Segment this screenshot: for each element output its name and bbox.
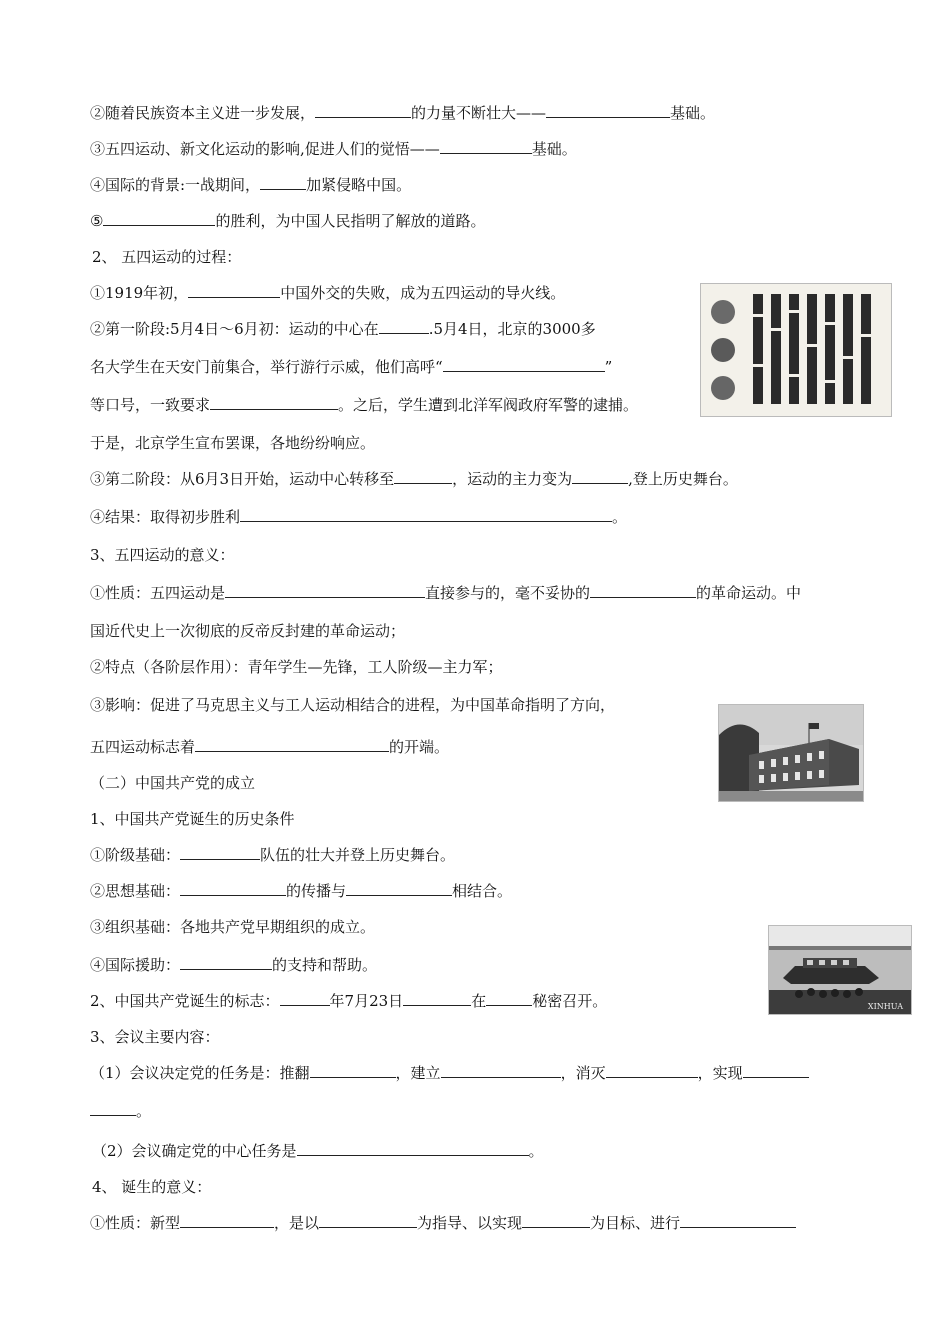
text-line xyxy=(90,991,607,1011)
line-text: ②第一阶段:5月4日～6月初：运动的中心在 xyxy=(90,320,379,338)
line-text: ②随着民族资本主义进一步发展， xyxy=(90,104,316,122)
line-text: 。之后，学生遭到北洋军阀政府军警的逮捕。 xyxy=(338,396,639,414)
line-text: 于是，北京学生宣布罢课，各地纷纷响应。 xyxy=(90,434,376,452)
boat-illustration xyxy=(769,926,911,1014)
line-text: ⑤ xyxy=(90,212,104,230)
fill-in-blank[interactable] xyxy=(240,507,612,522)
text-line xyxy=(90,283,565,303)
line-text: ，实现 xyxy=(697,1064,743,1082)
line-text: （二）中国共产党的成立 xyxy=(90,774,256,792)
line-text: 为目标、进行 xyxy=(590,1214,681,1232)
text-line xyxy=(90,657,503,677)
line-text: 2、 五四运动的过程： xyxy=(92,248,242,266)
line-text: ③组织基础：各地共产党早期组织的成立。 xyxy=(90,918,376,936)
fill-in-blank[interactable] xyxy=(188,283,280,298)
line-text: 基础。 xyxy=(670,104,716,122)
line-text: 年7月23日 xyxy=(329,992,404,1010)
text-line xyxy=(92,247,241,267)
text-line xyxy=(90,845,455,865)
line-text: 。 xyxy=(612,508,628,526)
line-text: ③影响：促进了马克思主义与工人运动相结合的进程，为中国革命指明了方向， xyxy=(90,696,616,714)
fill-in-blank[interactable] xyxy=(210,395,338,410)
fill-in-blank[interactable] xyxy=(180,881,286,896)
fill-in-blank[interactable] xyxy=(346,881,452,896)
fill-in-blank[interactable] xyxy=(522,1213,590,1228)
line-text: 。 xyxy=(528,1142,544,1160)
fill-in-blank[interactable] xyxy=(590,583,696,598)
line-text: 秘密召开。 xyxy=(532,992,608,1010)
line-text: 的力量不断壮大—— xyxy=(411,104,547,122)
text-line xyxy=(90,773,255,793)
line-text: ①性质：五四运动是 xyxy=(90,584,226,602)
text-line xyxy=(90,1027,220,1047)
fill-in-blank[interactable] xyxy=(440,139,532,154)
line-text: ，是以 xyxy=(274,1214,320,1232)
line-text: 在 xyxy=(471,992,487,1010)
fill-in-blank[interactable] xyxy=(90,1101,136,1116)
line-text: 队伍的壮大并登上历史舞台。 xyxy=(260,846,456,864)
line-text: ” xyxy=(604,358,613,376)
line-text: ①1919年初， xyxy=(90,284,189,302)
line-text: 的开端。 xyxy=(389,738,450,756)
fill-in-blank[interactable] xyxy=(572,469,628,484)
text-line xyxy=(90,881,512,901)
fill-in-blank[interactable] xyxy=(280,991,330,1006)
fill-in-blank[interactable] xyxy=(379,319,429,334)
line-text: 的传播与 xyxy=(286,882,347,900)
text-line xyxy=(90,583,801,603)
fill-in-blank[interactable] xyxy=(443,357,605,372)
fill-in-blank[interactable] xyxy=(441,1063,561,1078)
line-text: .5月4日，北京的3000多 xyxy=(428,320,596,338)
text-line xyxy=(90,545,235,565)
line-text: （2）会议确定党的中心任务是 xyxy=(92,1142,297,1160)
text-line xyxy=(90,507,627,527)
line-text: 4、 诞生的意义： xyxy=(92,1178,212,1196)
line-text: 基础。 xyxy=(531,140,577,158)
fill-in-blank[interactable] xyxy=(486,991,532,1006)
text-line xyxy=(90,621,405,641)
text-line xyxy=(90,917,375,937)
fill-in-blank[interactable] xyxy=(403,991,471,1006)
line-text: ③第二阶段：从6月3日开始，运动中心转移至 xyxy=(90,470,395,488)
line-text: ②思想基础： xyxy=(90,882,181,900)
text-line xyxy=(90,175,411,195)
fill-in-blank[interactable] xyxy=(310,1063,396,1078)
fill-in-blank[interactable] xyxy=(180,1213,274,1228)
text-line xyxy=(90,211,485,231)
fill-in-blank[interactable] xyxy=(743,1063,809,1078)
text-line xyxy=(90,955,377,975)
fill-in-blank[interactable] xyxy=(180,845,260,860)
text-line xyxy=(90,469,738,489)
newspaper-illustration xyxy=(701,284,891,416)
fill-in-blank[interactable] xyxy=(606,1063,698,1078)
line-text: 加紧侵略中国。 xyxy=(306,176,412,194)
line-text: ③五四运动、新文化运动的影响,促进人们的觉悟—— xyxy=(90,140,440,158)
fill-in-blank[interactable] xyxy=(103,211,215,226)
line-text: 3、五四运动的意义： xyxy=(90,546,235,564)
newspaper-clipping-image xyxy=(700,283,892,417)
building-illustration xyxy=(719,705,863,801)
text-line xyxy=(90,319,596,339)
text-line xyxy=(90,1063,809,1083)
text-line xyxy=(90,1101,151,1121)
line-text: 相结合。 xyxy=(452,882,513,900)
line-text: ，建立 xyxy=(395,1064,441,1082)
fill-in-blank[interactable] xyxy=(297,1141,529,1156)
text-line xyxy=(90,809,295,829)
line-text: ，运动的主力变为 xyxy=(452,470,573,488)
text-line xyxy=(90,357,612,377)
line-text: 的胜利，为中国人民指明了解放的道路。 xyxy=(215,212,486,230)
fill-in-blank[interactable] xyxy=(180,955,272,970)
line-text: 的革命运动。中 xyxy=(696,584,802,602)
line-text: 名大学生在天安门前集合，举行游行示威，他们高呼“ xyxy=(90,358,443,376)
line-text: 国近代史上一次彻底的反帝反封建的革命运动； xyxy=(90,622,406,640)
text-line xyxy=(90,395,638,415)
fill-in-blank[interactable] xyxy=(680,1213,796,1228)
line-text: 。 xyxy=(136,1102,152,1120)
fill-in-blank[interactable] xyxy=(319,1213,417,1228)
fill-in-blank[interactable] xyxy=(225,583,425,598)
fill-in-blank[interactable] xyxy=(394,469,452,484)
red-boat-nanhu-image xyxy=(768,925,912,1015)
fill-in-blank[interactable] xyxy=(195,737,389,752)
line-text: ①阶级基础： xyxy=(90,846,181,864)
text-line xyxy=(92,1177,211,1197)
line-text: ,登上历史舞台。 xyxy=(628,470,738,488)
text-line xyxy=(90,103,715,123)
text-line xyxy=(90,433,375,453)
text-line xyxy=(90,695,615,715)
text-line xyxy=(92,1141,544,1161)
line-text: ②特点（各阶层作用）：青年学生—先锋，工人阶级—主力军； xyxy=(90,658,503,676)
line-text: ④结果：取得初步胜利 xyxy=(90,508,241,526)
line-text: ④国际的背景:一战期间， xyxy=(90,176,261,194)
peking-university-red-building-image xyxy=(718,704,864,802)
line-text: ④国际援助： xyxy=(90,956,181,974)
text-line xyxy=(90,737,449,757)
line-text: 中国外交的失败，成为五四运动的导火线。 xyxy=(280,284,566,302)
line-text: 为指导、以实现 xyxy=(417,1214,523,1232)
line-text: 直接参与的，毫不妥协的 xyxy=(425,584,591,602)
line-text: ，消灭 xyxy=(560,1064,606,1082)
line-text: 1、中国共产党诞生的历史条件 xyxy=(90,810,295,828)
line-text: 的支持和帮助。 xyxy=(272,956,378,974)
line-text: 2、中国共产党诞生的标志： xyxy=(90,992,280,1010)
text-line xyxy=(90,139,577,159)
line-text: ①性质：新型 xyxy=(90,1214,181,1232)
line-text: 等口号，一致要求 xyxy=(90,396,211,414)
fill-in-blank[interactable] xyxy=(315,103,411,118)
text-line xyxy=(90,1213,796,1233)
fill-in-blank[interactable] xyxy=(546,103,670,118)
line-text: 五四运动标志着 xyxy=(90,738,196,756)
photo-watermark: XINHUA xyxy=(867,1002,903,1011)
line-text: （1）会议决定党的任务是：推翻 xyxy=(90,1064,310,1082)
fill-in-blank[interactable] xyxy=(260,175,306,190)
line-text: 3、会议主要内容： xyxy=(90,1028,220,1046)
